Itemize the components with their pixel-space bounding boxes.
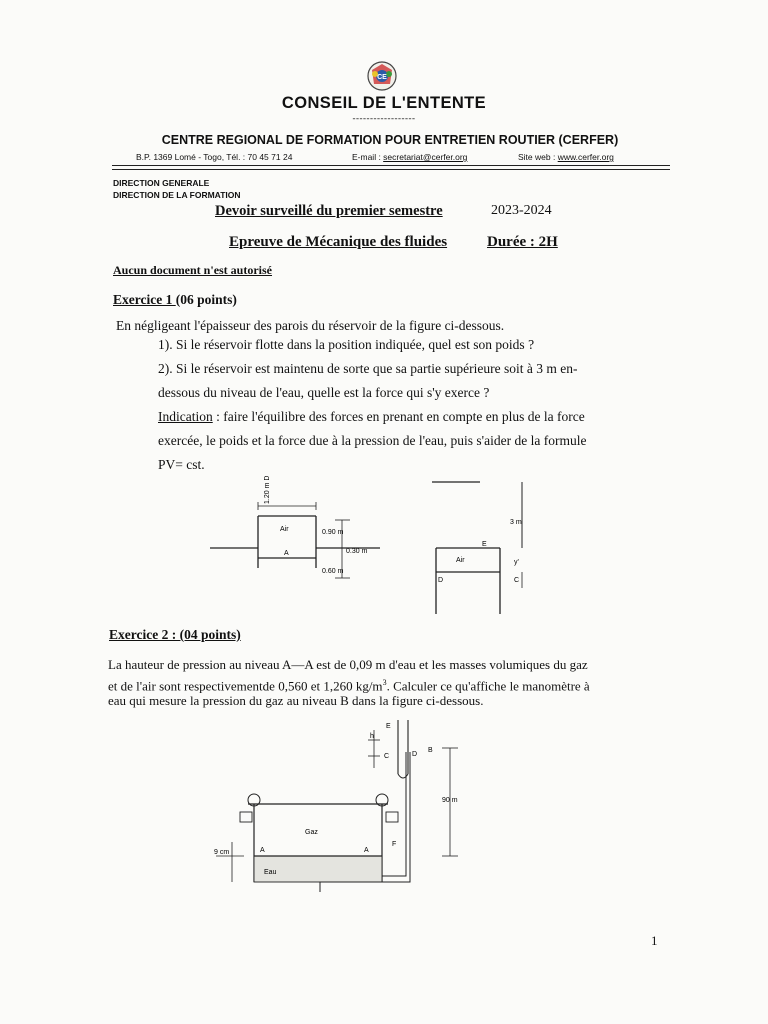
- fig3-a-left: A: [260, 847, 265, 854]
- fig3-h-label: h: [370, 733, 374, 740]
- fig3-c-label: C: [384, 753, 390, 760]
- figure-gas-manometer: [210, 712, 480, 897]
- svg-text:CE: CE: [377, 74, 387, 81]
- fig3-gaz-label: Gaz: [305, 829, 318, 836]
- organization-title: CONSEIL DE L'ENTENTE: [281, 94, 487, 112]
- exercise2-line3: eau qui mesure la pression du gaz au niveau B dans la figure ci-dessous.: [108, 693, 484, 708]
- fig3-f-label: F: [392, 841, 397, 848]
- page-number: 1: [651, 933, 658, 948]
- exam-year: 2023-2024: [491, 203, 552, 218]
- fig2-e-label: E: [482, 541, 487, 548]
- fig2-depth: 3 m: [510, 519, 522, 526]
- exercise2-heading: Exercice 2 : (04 points): [109, 627, 241, 642]
- exercise2-line2: et de l'air sont respectivementde 0,560 et 1,260 $kg/m^3$. Calculer ce qu'affiche le manomètre à: [108, 678, 590, 694]
- fig2-air-label: Air: [456, 557, 465, 564]
- center-name: CENTRE REGIONAL DE FORMATION POUR ENTRETIEN ROUTIER (CERFER): [161, 133, 619, 147]
- exercise1-q1: 1). Si le réservoir flotte dans la position indiquée, quel est son poids ?: [158, 337, 535, 352]
- exercise1-q2-line2: dessous du niveau de l'eau, quelle est la force qui s'y exerce ?: [158, 385, 490, 400]
- direction-formation: DIRECTION DE LA FORMATION: [113, 190, 241, 200]
- fig1-a-label: A: [284, 550, 289, 557]
- fig3-height-label: 90 m: [442, 797, 458, 804]
- address: B.P. 1369 Lomé - Togo, Tél. : 70 45 71 24: [136, 152, 293, 162]
- no-documents-note: Aucun document n'est autorisé: [113, 263, 273, 277]
- fig2-y-label: y': [514, 559, 519, 566]
- fig3-d-label: D: [412, 751, 418, 758]
- fig3-e-label: E: [386, 723, 391, 730]
- header-rule-2: [112, 169, 670, 170]
- exercise1-q2-line1: 2). Si le réservoir est maintenu de sorte que sa partie supérieure soit à 3 m en-: [158, 361, 578, 376]
- exam-duration: Durée : 2H: [487, 234, 558, 250]
- header-rule-1: [112, 165, 670, 166]
- fig3-a-right: A: [364, 847, 369, 854]
- fig1-d3: 0.60 m: [322, 568, 344, 575]
- fig1-d2: 0.30 m: [346, 548, 368, 555]
- title-dashes: ------------------: [352, 113, 416, 123]
- exercise1-indication-line2: exercée, le poids et la force due à la pression de l'eau, puis s'aider de la formule: [158, 433, 587, 448]
- fig2-c-label: C: [514, 577, 520, 584]
- fig2-d-label: D: [438, 577, 444, 584]
- cerfer-logo-icon: [364, 60, 400, 92]
- email-line: E-mail : secretariat@cerfer.org: [352, 152, 468, 162]
- exercise1-indication-line1: Indication : faire l'équilibre des forces en prenant en compte en plus de la force: [158, 409, 585, 424]
- direction-generale: DIRECTION GENERALE: [113, 178, 210, 188]
- exam-subject: Epreuve de Mécanique des fluides: [229, 234, 448, 250]
- fig3-cm-label: 9 cm: [214, 849, 230, 856]
- fig1-d1: 0.90 m: [322, 529, 344, 536]
- exercise1-heading: Exercice 1 (06 points): [113, 292, 237, 307]
- website-line: Site web : www.cerfer.org: [518, 152, 614, 162]
- figure-floating-tank: [210, 476, 390, 586]
- fig3-b-label: B: [428, 747, 433, 754]
- figure-submerged-tank: [430, 476, 570, 616]
- exercise1-indication-line3: PV= cst.: [158, 457, 205, 472]
- exam-title: Devoir surveillé du premier semestre: [215, 203, 443, 219]
- exercise2-line1: La hauteur de pression au niveau A—A est de 0,09 m d'eau et les masses volumiques du gaz: [108, 657, 588, 672]
- email-link[interactable]: secretariat@cerfer.org: [383, 152, 468, 162]
- website-link[interactable]: www.cerfer.org: [557, 152, 614, 162]
- fig1-air-label: Air: [280, 526, 289, 533]
- exercise1-intro: En négligeant l'épaisseur des parois du réservoir de la figure ci-dessous.: [116, 318, 505, 333]
- fig3-eau-label: Eau: [264, 869, 277, 876]
- fig1-dim-top: 1.20 m D: [264, 476, 271, 504]
